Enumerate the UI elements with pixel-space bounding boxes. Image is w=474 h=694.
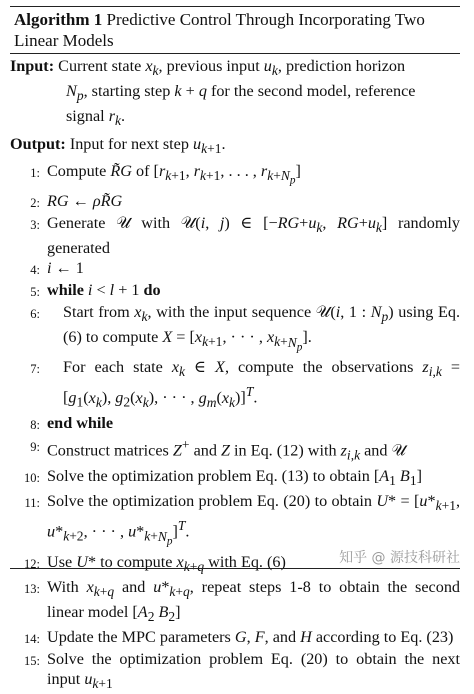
step-1: 1: Compute R̃G of [$r_{k+1}$, $r_{k+1}$, . . . , $r_{k+N_p}$] (30, 161, 301, 187)
steps-list (10, 161, 460, 694)
input-text-2: $N_p$, starting step k + q for the second model, reference (66, 82, 416, 104)
input-text-1: Current state $x_k$, previous input $u_k$, prediction horizon (58, 57, 406, 79)
watermark: 知乎 @ 源技科研社 (339, 550, 460, 566)
step-6: 6: Start from $x_k$, with the input sequence 𝒰(i, 1 : $N_p$) using Eq. (6) to compute $X = [x_{k+1}$, · · · , $x_{k+N_p}$]. (30, 303, 461, 354)
step-14: 14: Update the MPC parameters G, F, and H according to Eq. (23) (24, 628, 454, 647)
step-4: 4: i ← 1 (30, 259, 84, 278)
step-13: 13: With $x_{k+q}$ and $u*_{k+q}$, repeat steps 1-8 to obtain the second linear model [$A_2$ $B_2$] (24, 577, 461, 625)
step-3: 3: Generate 𝒰 with 𝒰(i, j) ∈ [$-RG+u_k$, $RG+u_k$] randomly generated (30, 213, 461, 258)
step-5: 5: while i < l + 1 do (30, 281, 161, 300)
algorithm-box (10, 6, 460, 694)
algorithm-title: Predictive Control Through Incorporating Two Linear Models (14, 10, 425, 50)
algorithm-number: Algorithm 1 (14, 10, 103, 29)
step-7: 7: For each state $x_k$ ∈ X, compute the observations $z_{i,k} = [g_1(x_k)$, $g_2(x_k)$, · · · , $g_m(x_k)]^T$. (30, 358, 460, 411)
bottom-rule (10, 568, 460, 569)
step-8: 8: end while (30, 414, 114, 433)
input-section (10, 54, 460, 132)
step-9: 9: Construct matrices Z+ and Z in Eq. (12) with $z_{i,k}$ and 𝒰 (30, 437, 407, 463)
step-11: 11: Solve the optimization problem Eq. (20) to obtain $U* = [u*_{k+1}$, $u*_{k+2}$, · · · , $u*_{k+N_p}]^T$. (24, 491, 460, 548)
step-2: 2: RG ← ρR̃G (30, 191, 123, 210)
step-12: 12: Use U* to compute $x_{k+q}$ with Eq. (6) (24, 552, 286, 574)
input-label: Input: (10, 57, 55, 75)
step-10: 10: Solve the optimization problem Eq. (13) to obtain [$A_1$ $B_1$] (24, 466, 422, 488)
output-label: Output: (10, 134, 66, 153)
algorithm-caption (10, 7, 460, 53)
output-text: Input for next step $u_{k+1}$. (69, 134, 226, 156)
step-15: 15: Solve the optimization problem Eq. (20) to obtain the next input $u_{k+1}$ (24, 650, 460, 692)
output-section (10, 132, 460, 159)
input-text-3: signal $r_k$. (66, 107, 126, 129)
